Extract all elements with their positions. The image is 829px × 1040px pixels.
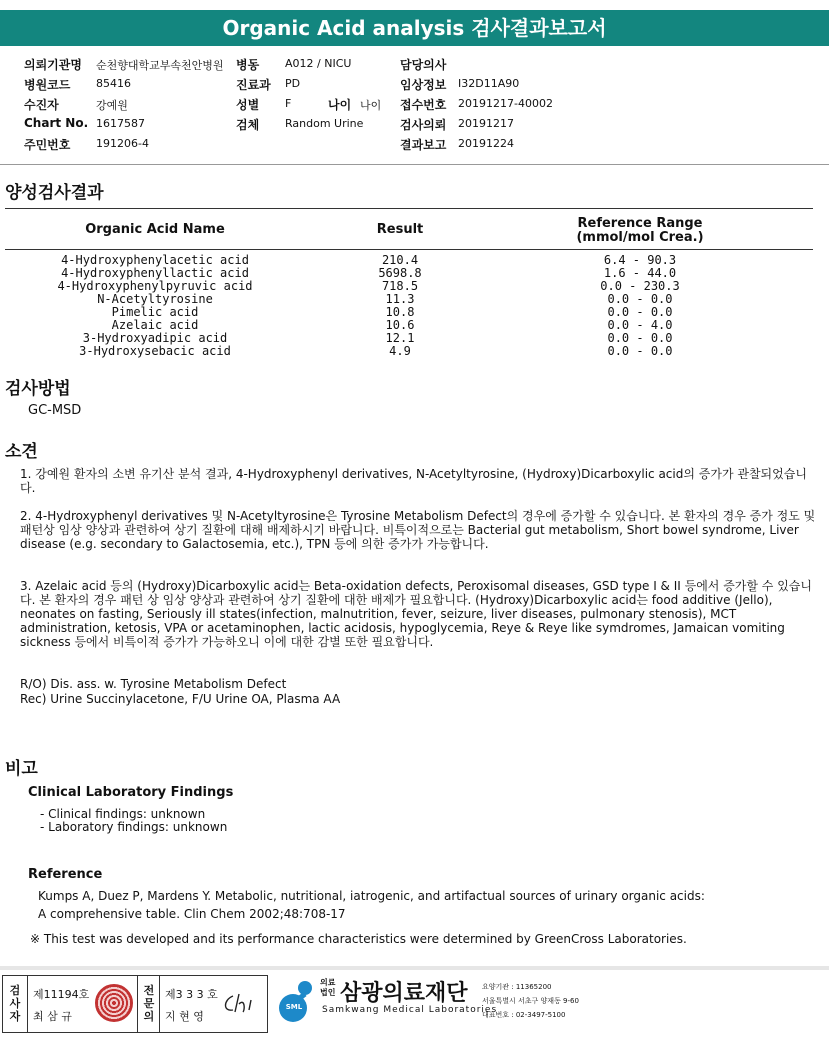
specialist-label: 전문의 xyxy=(143,984,155,1023)
request-date: 20191217 xyxy=(458,117,514,130)
ward-label: 병동 xyxy=(236,58,260,72)
reference-range: 0.0 - 4.0 xyxy=(607,318,673,332)
receipt-label: 접수번호 xyxy=(400,98,447,112)
patient-name: 강예원 xyxy=(96,99,128,112)
result-value: 10.6 xyxy=(385,318,415,332)
report-title: Organic Acid analysis 검사결과보고서 xyxy=(0,10,829,46)
doctor-label: 담당의사 xyxy=(400,58,447,72)
acid-name: 3-Hydroxyadipic acid xyxy=(82,331,228,345)
clinical-info: I32D11A90 xyxy=(458,77,520,90)
result-value: 11.3 xyxy=(385,292,415,306)
hospital-code: 85416 xyxy=(96,77,131,90)
result-value: 718.5 xyxy=(381,279,419,293)
acid-name: 3-Hydroxysebacic acid xyxy=(79,344,231,358)
reference-range: 0.0 - 0.0 xyxy=(607,292,673,306)
reference-range: 0.0 - 230.3 xyxy=(600,279,680,293)
finding-3: 3. Azelaic acid 등의 (Hydroxy)Dicarboxylic acid는 Beta-oxidation defects, Peroxisomal diseases, GSD type I & II 등에서 증가할 수 있습니다. 본 환자의 경우 패턴 상 임상 양상과 관련하여 상기 질환에 대한 배제가 필요합니다. (Hydroxy)Dicarboxylic acid는 food additive (Jello), neonates on fasting, Seriously ill states(infection, malnutrition, fever, seizure, liver diseases, pulmonary stenosis), MCT administration, ketosis, VPA or acetaminophen, lactic acidosis, hypoglycemia, Reye & Reye like symdromes, Jamaican vomiting sickness 등에서 비특이적 증가가 가능하오니 이에 대한 감별 또한 필요합니다. xyxy=(20,579,812,649)
patient-info xyxy=(0,56,829,156)
org-address: 서울특별시 서초구 양재동 9-60 xyxy=(482,997,579,1005)
specimen: Random Urine xyxy=(285,117,364,130)
reference-range: 0.0 - 0.0 xyxy=(607,305,673,319)
request-date-label: 검사의뢰 xyxy=(400,118,447,132)
dept-label: 진료과 xyxy=(236,78,271,92)
logo-badge: SML xyxy=(285,1003,303,1011)
examiner-license: 제11194호 xyxy=(33,988,90,1001)
result-value: 5698.8 xyxy=(378,266,422,280)
sml-logo-icon xyxy=(270,976,322,1026)
findings-title: 소견 xyxy=(5,442,38,462)
remarks-title: 비고 xyxy=(5,759,38,779)
corp-line-1: 의료 xyxy=(320,978,336,987)
col-name-header: Organic Acid Name xyxy=(85,222,225,237)
signature-box xyxy=(2,975,268,1033)
requester-label: 의뢰기관명 xyxy=(24,58,82,72)
requester: 순천향대학교부속천안병원 xyxy=(96,59,224,72)
stamp-divider xyxy=(159,976,160,1032)
stamp-divider xyxy=(137,976,138,1032)
reference-line-2: A comprehensive table. Clin Chem 2002;48:708-17 xyxy=(38,907,346,921)
result-value: 4.9 xyxy=(389,344,411,358)
age: 나이 xyxy=(360,99,382,112)
sex-label: 성별 xyxy=(236,98,260,112)
examiner-name: 최 삼 규 xyxy=(33,1010,72,1023)
recommendation: Rec) Urine Succinylacetone, F/U Urine OA, Plasma AA xyxy=(20,692,341,706)
reference-range: 6.4 - 90.3 xyxy=(603,253,677,267)
dept: PD xyxy=(285,77,301,90)
reference-range: 0.0 - 0.0 xyxy=(607,331,673,345)
divider xyxy=(0,164,829,165)
org-phone: 대표번호 : 02-3497-5100 xyxy=(482,1011,566,1019)
signature-icon xyxy=(221,990,261,1016)
clinical-label: 임상정보 xyxy=(400,78,447,92)
finding-2: 2. 4-Hydroxyphenyl derivatives 및 N-Acetyltyrosine은 Tyrosine Metabolism Defect의 경우에 증가할 수 있습니다. 본 환자의 경우 증가 정도 및 패턴상 임상 양상과 관련하여 상기 질환에 대해 배제하시기 바랍니다. 비특이적으로는 Bacterial gut metabolism, Short bowel syndrome, Liver disease (e.g. secondary to Galactosemia, etc.), TPN 등에 의한 증가가 가능합니다. xyxy=(20,509,816,551)
corp-line-2: 법인 xyxy=(320,988,336,997)
specimen-label: 검체 xyxy=(236,118,260,132)
org-name: 삼광의료재단 xyxy=(340,981,468,1006)
col-ref-header: Reference Range xyxy=(577,216,703,231)
id-number: 191206-4 xyxy=(96,137,149,150)
chart-number: 1617587 xyxy=(96,117,145,130)
col-result-header: Result xyxy=(376,222,424,237)
positive-results-title: 양성검사결과 xyxy=(5,183,104,203)
ward: A012 / NICU xyxy=(285,57,352,70)
clinical-finding-1: - Clinical findings: unknown xyxy=(40,807,206,821)
patient-label: 수진자 xyxy=(24,98,59,112)
acid-name: N-Acetyltyrosine xyxy=(97,292,213,306)
specialist-license: 제3 3 3 호 xyxy=(165,988,218,1001)
stamp-divider xyxy=(27,976,28,1032)
clinical-findings-title: Clinical Laboratory Findings xyxy=(28,785,234,800)
result-value: 10.8 xyxy=(385,305,415,319)
reference-range: 1.6 - 44.0 xyxy=(603,266,677,280)
receipt-number: 20191217-40002 xyxy=(458,97,553,110)
result-value: 12.1 xyxy=(385,331,415,345)
hospital-code-label: 병원코드 xyxy=(24,78,71,92)
specialist-name: 지 현 영 xyxy=(165,1010,204,1023)
finding-1: 1. 강예원 환자의 소변 유기산 분석 결과, 4-Hydroxyphenyl derivatives, N-Acetyltyrosine, (Hydroxy)Dicarboxylic acid의 증가가 관찰되었습니다. xyxy=(20,467,807,495)
footer-divider xyxy=(0,966,829,970)
method-title: 검사방법 xyxy=(5,379,71,399)
clinical-finding-2: - Laboratory findings: unknown xyxy=(40,820,228,834)
reference-line-1: Kumps A, Duez P, Mardens Y. Metabolic, nutritional, iatrogenic, and artifactual sources of urinary organic acids: xyxy=(38,889,705,903)
report-date: 20191224 xyxy=(458,137,514,150)
examiner-label: 검사자 xyxy=(9,984,21,1023)
rule-out: R/O) Dis. ass. w. Tyrosine Metabolism Defect xyxy=(20,677,287,691)
sex: F xyxy=(285,97,292,110)
reference-range: 0.0 - 0.0 xyxy=(607,344,673,358)
table-top-line xyxy=(5,208,813,209)
result-value: 210.4 xyxy=(381,253,419,267)
org-code: 요양기관 : 11365200 xyxy=(482,983,552,991)
acid-name: 4-Hydroxyphenylpyruvic acid xyxy=(57,279,253,293)
report-date-label: 결과보고 xyxy=(400,138,447,152)
id-label: 주민번호 xyxy=(24,138,71,152)
acid-name: 4-Hydroxyphenylacetic acid xyxy=(61,253,249,267)
table-header-line xyxy=(5,249,813,250)
age-label: 나이 xyxy=(328,98,352,112)
reference-title: Reference xyxy=(28,867,103,882)
table-row xyxy=(5,345,813,358)
disclaimer: ※ This test was developed and its performance characteristics were determined by GreenCross Laboratories. xyxy=(30,932,687,946)
col-ref-unit: (mmol/mol Crea.) xyxy=(576,230,704,245)
acid-name: Azelaic acid xyxy=(111,318,199,332)
acid-name: Pimelic acid xyxy=(111,305,199,319)
red-seal-icon xyxy=(95,984,133,1022)
org-english-name: Samkwang Medical Laboratories xyxy=(322,1005,498,1015)
acid-name: 4-Hydroxyphenyllactic acid xyxy=(61,266,249,280)
chart-label: Chart No. xyxy=(24,116,89,130)
method: GC-MSD xyxy=(28,403,82,418)
corp-mark xyxy=(320,978,335,998)
